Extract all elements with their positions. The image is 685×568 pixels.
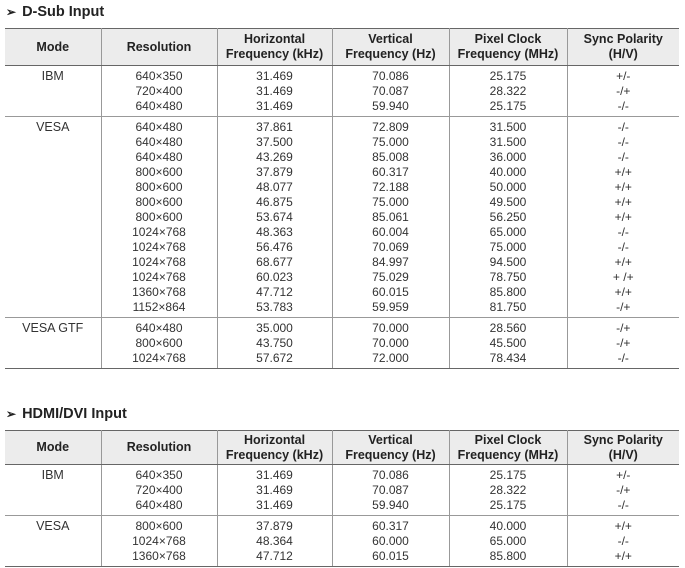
pixel-clock-value: 65.000 bbox=[489, 534, 527, 548]
resolution-value: 640×480 bbox=[135, 150, 183, 164]
mode-cell: VESA bbox=[5, 516, 101, 567]
sync-polarity-cell bbox=[567, 465, 679, 516]
resolution-cell bbox=[101, 516, 217, 567]
arrow-icon: ➢ bbox=[6, 407, 17, 421]
resolution-value: 800×600 bbox=[135, 336, 183, 350]
horizontal-frequency-value: 37.500 bbox=[256, 135, 293, 149]
vertical-frequency-value: 60.000 bbox=[372, 534, 409, 548]
horizontal-frequency-cell bbox=[217, 66, 332, 117]
pixel-clock-value: 45.500 bbox=[489, 336, 527, 350]
header-sync-polarity: Sync Polarity (H/V) bbox=[567, 431, 679, 465]
header-horizontal-frequency: Horizontal Frequency (kHz) bbox=[217, 29, 332, 66]
resolution-value: 640×350 bbox=[135, 468, 183, 482]
pixel-clock-value: 50.000 bbox=[489, 180, 527, 194]
resolution-cell bbox=[101, 117, 217, 318]
resolution-value: 640×350 bbox=[135, 69, 183, 83]
vertical-frequency-value: 60.004 bbox=[372, 225, 409, 239]
sync-polarity-value: -/+ bbox=[616, 336, 631, 350]
header-pixel-clock: Pixel Clock Frequency (MHz) bbox=[449, 29, 567, 66]
horizontal-frequency-value: 37.879 bbox=[256, 165, 293, 179]
mode-cell: IBM bbox=[5, 66, 101, 117]
horizontal-frequency-value: 31.469 bbox=[256, 99, 293, 113]
horizontal-frequency-value: 53.783 bbox=[256, 300, 293, 314]
pixel-clock-value: 25.175 bbox=[489, 99, 527, 113]
horizontal-frequency-cell bbox=[217, 117, 332, 318]
horizontal-frequency-cell bbox=[217, 516, 332, 567]
vertical-frequency-value: 59.940 bbox=[372, 498, 409, 512]
hdmi-section-title bbox=[6, 406, 127, 422]
sync-polarity-value: +/+ bbox=[614, 549, 632, 563]
sync-polarity-value: +/+ bbox=[614, 519, 632, 533]
vertical-frequency-value: 84.997 bbox=[372, 255, 409, 269]
dsub-header-row bbox=[5, 29, 679, 66]
mode-group bbox=[5, 465, 679, 516]
vertical-frequency-value: 75.029 bbox=[372, 270, 409, 284]
resolution-value: 800×600 bbox=[135, 180, 183, 194]
resolution-cell bbox=[101, 66, 217, 117]
vertical-frequency-value: 75.000 bbox=[372, 135, 409, 149]
header-resolution: Resolution bbox=[101, 29, 217, 66]
sync-polarity-value: -/- bbox=[617, 351, 629, 365]
dsub-section-title bbox=[6, 4, 104, 20]
header-mode: Mode bbox=[5, 431, 101, 465]
sync-polarity-cell bbox=[567, 117, 679, 318]
sync-polarity-value: +/- bbox=[616, 69, 631, 83]
pixel-clock-value: 28.322 bbox=[489, 483, 527, 497]
mode-group bbox=[5, 117, 679, 318]
header-pixel-clock: Pixel Clock Frequency (MHz) bbox=[449, 431, 567, 465]
vertical-frequency-value: 70.086 bbox=[372, 468, 409, 482]
header-resolution: Resolution bbox=[101, 431, 217, 465]
horizontal-frequency-value: 48.077 bbox=[256, 180, 293, 194]
vertical-frequency-value: 60.015 bbox=[372, 549, 409, 563]
resolution-value: 640×480 bbox=[135, 120, 183, 134]
mode-cell: IBM bbox=[5, 465, 101, 516]
horizontal-frequency-value: 43.750 bbox=[256, 336, 293, 350]
table-row bbox=[5, 117, 679, 318]
pixel-clock-value: 28.560 bbox=[489, 321, 527, 335]
horizontal-frequency-value: 48.363 bbox=[256, 225, 293, 239]
header-vertical-frequency: Vertical Frequency (Hz) bbox=[332, 29, 449, 66]
pixel-clock-cell bbox=[449, 318, 567, 369]
resolution-value: 720×400 bbox=[135, 483, 183, 497]
pixel-clock-value: 28.322 bbox=[489, 84, 527, 98]
sync-polarity-value: -/- bbox=[617, 99, 629, 113]
table-row bbox=[5, 465, 679, 516]
hdmi-header-row bbox=[5, 431, 679, 465]
mode-group bbox=[5, 66, 679, 117]
horizontal-frequency-value: 43.269 bbox=[256, 150, 293, 164]
pixel-clock-value: 81.750 bbox=[489, 300, 527, 314]
resolution-value: 800×600 bbox=[135, 210, 183, 224]
sync-polarity-value: -/+ bbox=[616, 321, 631, 335]
sync-polarity-value: -/+ bbox=[616, 483, 631, 497]
resolution-value: 800×600 bbox=[135, 519, 183, 533]
pixel-clock-value: 78.750 bbox=[489, 270, 527, 284]
sync-polarity-value: -/- bbox=[617, 150, 629, 164]
sync-polarity-value: -/+ bbox=[616, 300, 631, 314]
vertical-frequency-cell bbox=[332, 318, 449, 369]
horizontal-frequency-value: 60.023 bbox=[256, 270, 293, 284]
horizontal-frequency-value: 53.674 bbox=[256, 210, 293, 224]
vertical-frequency-value: 70.086 bbox=[372, 69, 409, 83]
hdmi-timing-table bbox=[5, 430, 679, 567]
pixel-clock-value: 25.175 bbox=[489, 69, 527, 83]
table-row bbox=[5, 66, 679, 117]
resolution-value: 640×480 bbox=[135, 99, 183, 113]
pixel-clock-value: 94.500 bbox=[489, 255, 527, 269]
pixel-clock-value: 25.175 bbox=[489, 468, 527, 482]
mode-cell: VESA bbox=[5, 117, 101, 318]
resolution-cell bbox=[101, 318, 217, 369]
arrow-icon: ➢ bbox=[6, 5, 17, 19]
vertical-frequency-cell bbox=[332, 66, 449, 117]
mode-group bbox=[5, 516, 679, 567]
sync-polarity-value: -/- bbox=[617, 225, 629, 239]
vertical-frequency-value: 70.069 bbox=[372, 240, 409, 254]
sync-polarity-value: +/+ bbox=[614, 255, 632, 269]
sync-polarity-value: +/- bbox=[616, 468, 631, 482]
vertical-frequency-value: 85.061 bbox=[372, 210, 409, 224]
resolution-value: 640×480 bbox=[135, 135, 183, 149]
pixel-clock-value: 78.434 bbox=[489, 351, 527, 365]
pixel-clock-cell bbox=[449, 66, 567, 117]
vertical-frequency-value: 60.317 bbox=[372, 165, 409, 179]
mode-group bbox=[5, 318, 679, 369]
vertical-frequency-value: 70.087 bbox=[372, 483, 409, 497]
pixel-clock-value: 40.000 bbox=[489, 519, 527, 533]
sync-polarity-value: + /+ bbox=[612, 270, 634, 284]
resolution-value: 1024×768 bbox=[132, 240, 186, 254]
pixel-clock-cell bbox=[449, 516, 567, 567]
sync-polarity-value: -/+ bbox=[616, 84, 631, 98]
resolution-value: 1024×768 bbox=[132, 255, 186, 269]
dsub-timing-table bbox=[5, 28, 679, 369]
horizontal-frequency-cell bbox=[217, 465, 332, 516]
horizontal-frequency-value: 57.672 bbox=[256, 351, 293, 365]
sync-polarity-value: +/+ bbox=[614, 180, 632, 194]
pixel-clock-value: 31.500 bbox=[489, 120, 527, 134]
vertical-frequency-cell bbox=[332, 117, 449, 318]
vertical-frequency-value: 70.087 bbox=[372, 84, 409, 98]
vertical-frequency-value: 60.317 bbox=[372, 519, 409, 533]
resolution-value: 800×600 bbox=[135, 195, 183, 209]
table-row bbox=[5, 516, 679, 567]
horizontal-frequency-value: 31.469 bbox=[256, 69, 293, 83]
horizontal-frequency-value: 35.000 bbox=[256, 321, 293, 335]
pixel-clock-cell bbox=[449, 465, 567, 516]
pixel-clock-value: 85.800 bbox=[489, 285, 527, 299]
sync-polarity-value: +/+ bbox=[614, 210, 632, 224]
vertical-frequency-value: 85.008 bbox=[372, 150, 409, 164]
horizontal-frequency-value: 37.861 bbox=[256, 120, 293, 134]
resolution-value: 720×400 bbox=[135, 84, 183, 98]
horizontal-frequency-cell bbox=[217, 318, 332, 369]
pixel-clock-cell bbox=[449, 117, 567, 318]
sync-polarity-cell bbox=[567, 516, 679, 567]
sync-polarity-value: -/- bbox=[617, 534, 629, 548]
resolution-value: 1024×768 bbox=[132, 351, 186, 365]
vertical-frequency-value: 59.940 bbox=[372, 99, 409, 113]
pixel-clock-value: 31.500 bbox=[489, 135, 527, 149]
horizontal-frequency-value: 37.879 bbox=[256, 519, 293, 533]
horizontal-frequency-value: 47.712 bbox=[256, 285, 293, 299]
sync-polarity-value: -/- bbox=[617, 240, 629, 254]
pixel-clock-value: 49.500 bbox=[489, 195, 527, 209]
pixel-clock-value: 25.175 bbox=[489, 498, 527, 512]
vertical-frequency-value: 75.000 bbox=[372, 195, 409, 209]
sync-polarity-cell bbox=[567, 318, 679, 369]
header-horizontal-frequency: Horizontal Frequency (kHz) bbox=[217, 431, 332, 465]
resolution-value: 1024×768 bbox=[132, 225, 186, 239]
pixel-clock-value: 65.000 bbox=[489, 225, 527, 239]
vertical-frequency-value: 70.000 bbox=[372, 321, 409, 335]
header-mode: Mode bbox=[5, 29, 101, 66]
horizontal-frequency-value: 31.469 bbox=[256, 483, 293, 497]
vertical-frequency-value: 70.000 bbox=[372, 336, 409, 350]
sync-polarity-value: +/+ bbox=[614, 285, 632, 299]
horizontal-frequency-value: 31.469 bbox=[256, 498, 293, 512]
pixel-clock-value: 40.000 bbox=[489, 165, 527, 179]
header-sync-polarity: Sync Polarity (H/V) bbox=[567, 29, 679, 66]
vertical-frequency-value: 72.000 bbox=[372, 351, 409, 365]
vertical-frequency-value: 72.188 bbox=[372, 180, 409, 194]
vertical-frequency-value: 59.959 bbox=[372, 300, 409, 314]
horizontal-frequency-value: 31.469 bbox=[256, 468, 293, 482]
hdmi-title-text: HDMI/DVI Input bbox=[22, 406, 127, 422]
resolution-value: 1360×768 bbox=[132, 285, 186, 299]
vertical-frequency-cell bbox=[332, 465, 449, 516]
sync-polarity-value: +/+ bbox=[614, 195, 632, 209]
resolution-value: 1024×768 bbox=[132, 270, 186, 284]
sync-polarity-value: -/- bbox=[617, 498, 629, 512]
vertical-frequency-value: 60.015 bbox=[372, 285, 409, 299]
mode-cell: VESA GTF bbox=[5, 318, 101, 369]
horizontal-frequency-value: 47.712 bbox=[256, 549, 293, 563]
dsub-title-text: D-Sub Input bbox=[22, 4, 105, 20]
resolution-value: 800×600 bbox=[135, 165, 183, 179]
resolution-cell bbox=[101, 465, 217, 516]
header-vertical-frequency: Vertical Frequency (Hz) bbox=[332, 431, 449, 465]
pixel-clock-value: 85.800 bbox=[489, 549, 527, 563]
resolution-value: 640×480 bbox=[135, 321, 183, 335]
horizontal-frequency-value: 48.364 bbox=[256, 534, 293, 548]
table-row bbox=[5, 318, 679, 369]
pixel-clock-value: 36.000 bbox=[489, 150, 527, 164]
sync-polarity-value: -/- bbox=[617, 120, 629, 134]
vertical-frequency-cell bbox=[332, 516, 449, 567]
sync-polarity-value: -/- bbox=[617, 135, 629, 149]
resolution-value: 1360×768 bbox=[132, 549, 186, 563]
pixel-clock-value: 75.000 bbox=[489, 240, 527, 254]
horizontal-frequency-value: 31.469 bbox=[256, 84, 293, 98]
vertical-frequency-value: 72.809 bbox=[372, 120, 409, 134]
horizontal-frequency-value: 56.476 bbox=[256, 240, 293, 254]
resolution-value: 640×480 bbox=[135, 498, 183, 512]
pixel-clock-value: 56.250 bbox=[489, 210, 527, 224]
resolution-value: 1152×864 bbox=[132, 300, 186, 314]
sync-polarity-value: +/+ bbox=[614, 165, 632, 179]
resolution-value: 1024×768 bbox=[132, 534, 186, 548]
horizontal-frequency-value: 68.677 bbox=[256, 255, 293, 269]
sync-polarity-cell bbox=[567, 66, 679, 117]
horizontal-frequency-value: 46.875 bbox=[256, 195, 293, 209]
